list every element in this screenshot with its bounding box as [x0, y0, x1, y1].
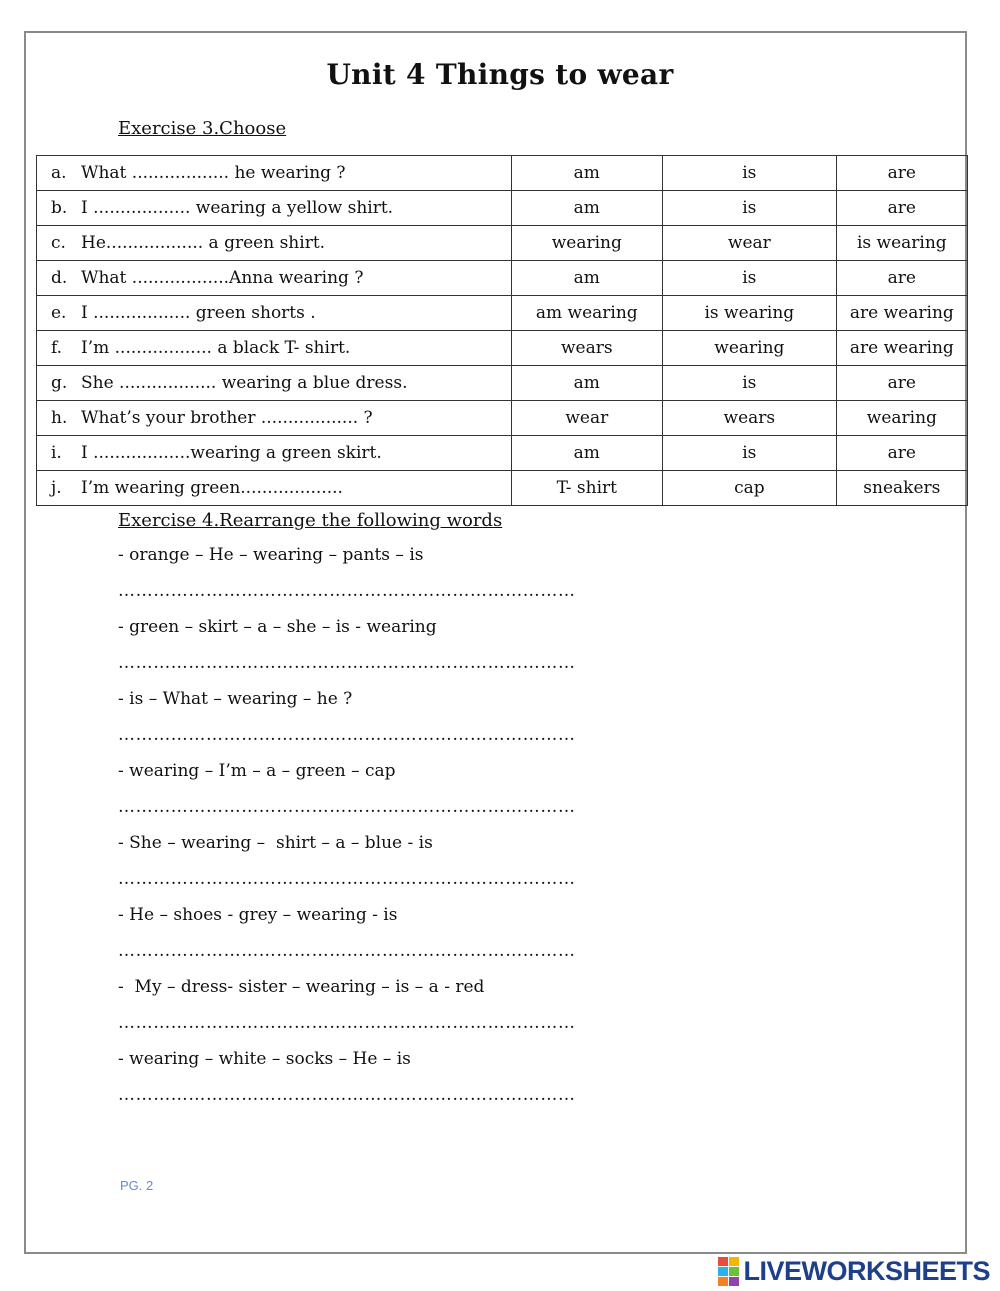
rearrange-item [118, 761, 718, 833]
answer-option[interactable]: am wearing [511, 296, 662, 331]
question-letter: b. [51, 198, 68, 218]
question-letter: f. [51, 338, 63, 358]
question-text: I .................. green shorts . [81, 303, 316, 323]
answer-option[interactable]: is [663, 191, 837, 226]
question-text: What .................. he wearing ? [81, 163, 346, 183]
answer-line[interactable]: …………………………………………………………………… [118, 1013, 576, 1033]
answer-option[interactable]: are [836, 261, 967, 296]
brand-name: LIVEWORKSHEETS [743, 1255, 990, 1286]
answer-line[interactable]: …………………………………………………………………… [118, 797, 576, 817]
question-text: She .................. wearing a blue dress. [81, 373, 408, 393]
question-letter: j. [51, 478, 62, 498]
answer-option[interactable]: cap [663, 471, 837, 506]
answer-option[interactable]: are wearing [836, 296, 967, 331]
question-row [37, 331, 968, 366]
exercise3-heading: Exercise 3.Choose [118, 118, 287, 139]
question-text: I .................. wearing a yellow shirt. [81, 198, 394, 218]
rearrange-item [118, 689, 718, 761]
question-row [37, 261, 968, 296]
rearrange-item [118, 1049, 718, 1121]
answer-line[interactable]: …………………………………………………………………… [118, 653, 576, 673]
answer-option[interactable]: am [511, 156, 662, 191]
answer-line[interactable]: …………………………………………………………………… [118, 581, 576, 601]
rearrange-item [118, 617, 718, 689]
answer-option[interactable]: wear [663, 226, 837, 261]
answer-option[interactable]: wears [663, 401, 837, 436]
question-text: I’m .................. a black T- shirt. [81, 338, 351, 358]
answer-line[interactable]: …………………………………………………………………… [118, 869, 576, 889]
question-row [37, 366, 968, 401]
answer-line[interactable]: …………………………………………………………………… [118, 725, 576, 745]
question-letter: h. [51, 408, 68, 428]
answer-option[interactable]: sneakers [836, 471, 967, 506]
answer-option[interactable]: are [836, 436, 967, 471]
answer-option[interactable]: is wearing [836, 226, 967, 261]
answer-option[interactable]: are [836, 191, 967, 226]
question-row [37, 436, 968, 471]
answer-option[interactable]: wearing [511, 226, 662, 261]
question-text: I’m wearing green................... [81, 478, 343, 498]
answer-line[interactable]: …………………………………………………………………… [118, 1085, 576, 1105]
scrambled-words: - My – dress- sister – wearing – is – a - red [118, 977, 485, 997]
question-row [37, 191, 968, 226]
scrambled-words: - He – shoes - grey – wearing - is [118, 905, 398, 925]
rearrange-item [118, 545, 718, 617]
question-cell [37, 296, 512, 331]
answer-option[interactable]: T- shirt [511, 471, 662, 506]
question-letter: i. [51, 443, 62, 463]
answer-option[interactable]: is [663, 436, 837, 471]
scrambled-words: - orange – He – wearing – pants – is [118, 545, 424, 565]
question-cell [37, 331, 512, 366]
scrambled-words: - She – wearing – shirt – a – blue - is [118, 833, 433, 853]
answer-option[interactable]: is [663, 366, 837, 401]
question-text: What ..................Anna wearing ? [81, 268, 364, 288]
scrambled-words: - is – What – wearing – he ? [118, 689, 353, 709]
scrambled-words: - wearing – white – socks – He – is [118, 1049, 411, 1069]
question-row [37, 226, 968, 261]
question-cell [37, 226, 512, 261]
exercise4-heading: Exercise 4.Rearrange the following words [118, 510, 503, 531]
answer-option[interactable]: is [663, 156, 837, 191]
question-text: What’s your brother .................. ? [81, 408, 373, 428]
exercise3-table [36, 155, 968, 506]
question-row [37, 156, 968, 191]
page-title: Unit 4 Things to wear [326, 58, 674, 91]
answer-option[interactable]: am [511, 261, 662, 296]
answer-line[interactable]: …………………………………………………………………… [118, 941, 576, 961]
question-cell [37, 436, 512, 471]
scrambled-words: - wearing – I’m – a – green – cap [118, 761, 396, 781]
question-cell [37, 191, 512, 226]
answer-option[interactable]: wearing [663, 331, 837, 366]
answer-option[interactable]: are [836, 156, 967, 191]
question-cell [37, 401, 512, 436]
question-cell [37, 156, 512, 191]
answer-option[interactable]: am [511, 191, 662, 226]
exercise4-list [118, 545, 718, 1121]
question-cell [37, 471, 512, 506]
scrambled-words: - green – skirt – a – she – is - wearing [118, 617, 437, 637]
answer-option[interactable]: is wearing [663, 296, 837, 331]
answer-option[interactable]: are wearing [836, 331, 967, 366]
question-text: He.................. a green shirt. [81, 233, 326, 253]
question-row [37, 471, 968, 506]
rearrange-item [118, 833, 718, 905]
answer-option[interactable]: wearing [836, 401, 967, 436]
answer-option[interactable]: is [663, 261, 837, 296]
answer-option[interactable]: wears [511, 331, 662, 366]
question-row [37, 401, 968, 436]
liveworksheets-logo [718, 1254, 990, 1288]
question-letter: g. [51, 373, 68, 393]
rearrange-item [118, 905, 718, 977]
question-cell [37, 261, 512, 296]
question-letter: d. [51, 268, 68, 288]
question-row [37, 296, 968, 331]
rearrange-item [118, 977, 718, 1049]
liveworksheets-blocks-icon [718, 1257, 739, 1286]
answer-option[interactable]: are [836, 366, 967, 401]
answer-option[interactable]: am [511, 366, 662, 401]
question-cell [37, 366, 512, 401]
question-letter: c. [51, 233, 66, 253]
page-number: PG. 2 [120, 1178, 154, 1193]
answer-option[interactable]: wear [511, 401, 662, 436]
question-letter: a. [51, 163, 67, 183]
question-letter: e. [51, 303, 67, 323]
answer-option[interactable]: am [511, 436, 662, 471]
question-text: I ..................wearing a green skirt. [81, 443, 382, 463]
